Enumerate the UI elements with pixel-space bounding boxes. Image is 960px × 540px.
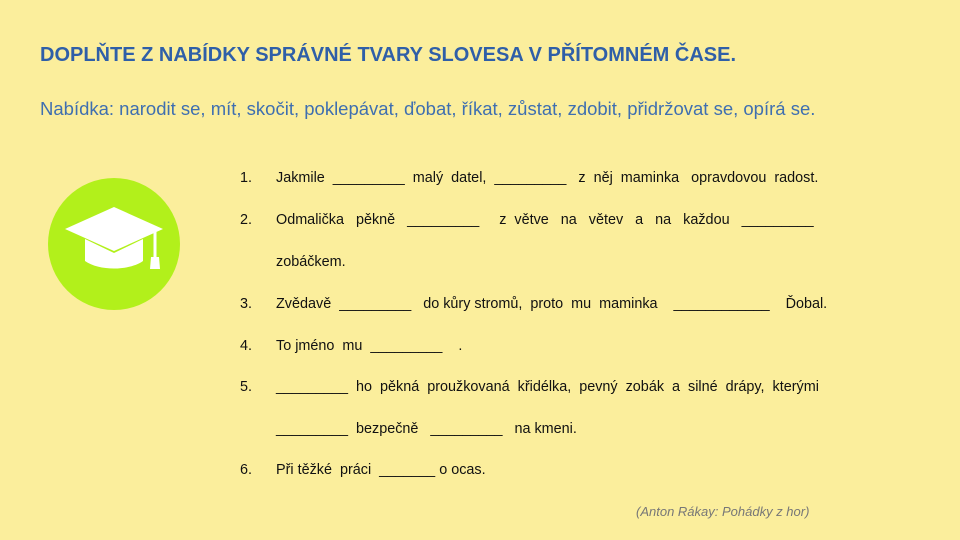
exercise-item-5 [240, 379, 819, 395]
exercise-item-3 [240, 296, 827, 312]
exercise-item-2 [240, 212, 814, 228]
item-text: Odmalička pěkně _________ z větve na větev a na každou _________ [276, 212, 814, 228]
logo-badge [47, 177, 181, 311]
offer-line: Nabídka: narodit se, mít, skočit, poklepávat, ďobat, říkat, zůstat, zdobit, přidržovat se, opírá se. [40, 98, 816, 119]
item-text: _________ bezpečně _________ na kmeni. [276, 421, 577, 437]
item-text: Při těžké práci _______ o ocas. [276, 462, 486, 478]
item-text: zobáčkem. [276, 254, 346, 270]
item-number: 5. [240, 379, 253, 395]
item-number: 3. [240, 296, 253, 312]
item-text: Zvědavě _________ do kůry stromů, proto mu maminka ____________ Ďobal. [276, 296, 828, 312]
item-text: To jméno mu _________ . [276, 338, 463, 354]
item-number: 1. [240, 170, 253, 186]
item-number: 6. [240, 462, 253, 478]
exercise-item-2-continuation [240, 254, 346, 270]
exercise-item-6 [240, 462, 486, 478]
item-text: Jakmile _________ malý datel, _________ z něj maminka opravdovou radost. [276, 170, 819, 186]
exercise-item-5-continuation [240, 421, 577, 437]
graduation-cap-icon [47, 177, 181, 311]
source-citation: (Anton Rákay: Pohádky z hor) [636, 504, 810, 519]
exercise-item-4 [240, 338, 462, 354]
item-text: _________ ho pěkná proužkovaná křidélka, pevný zobák a silné drápy, kterými [276, 379, 819, 395]
item-number: 2. [240, 212, 253, 228]
page-title: DOPLŇTE Z NABÍDKY SPRÁVNÉ TVARY SLOVESA V PŘÍTOMNÉM ČASE. [40, 44, 737, 66]
item-number: 4. [240, 338, 253, 354]
exercise-item-1 [240, 170, 818, 186]
